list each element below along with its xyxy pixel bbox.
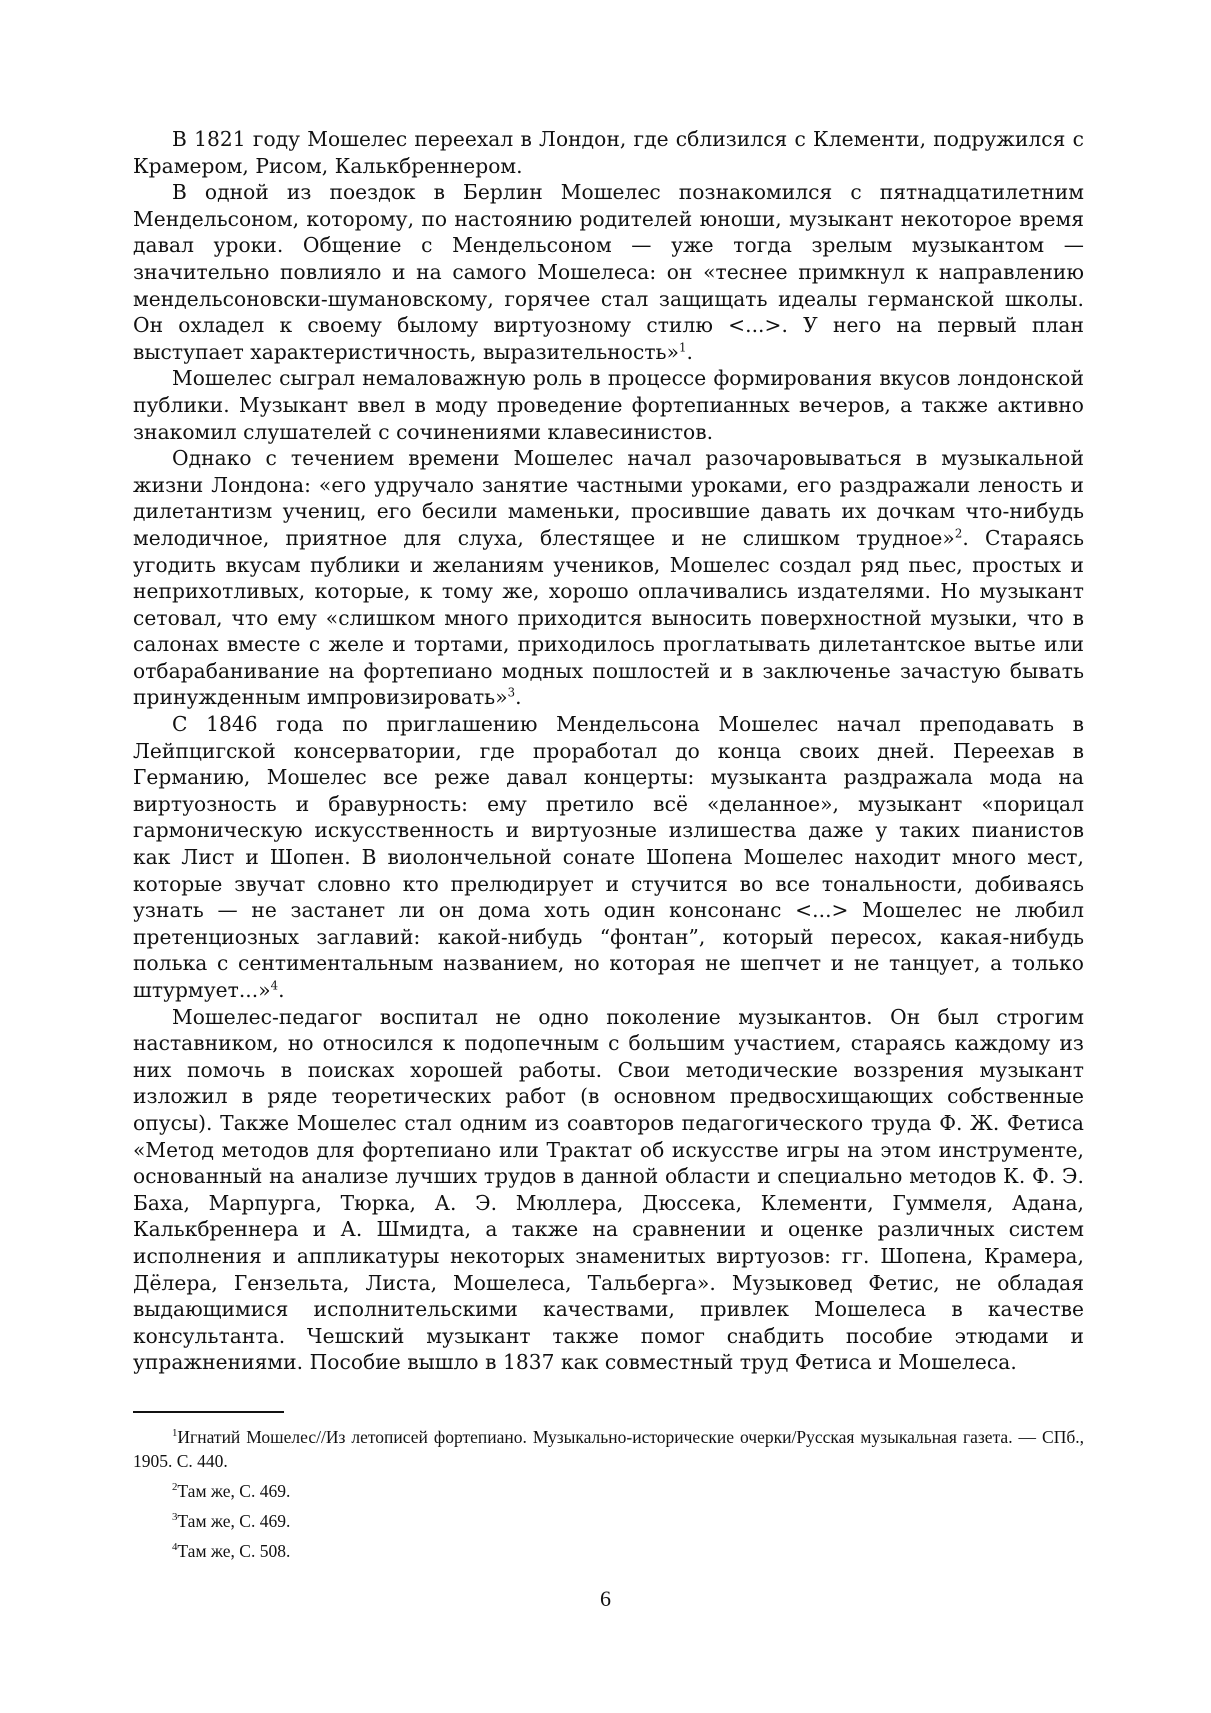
paragraph [133,1004,1084,1376]
footnote-mark: 3 [172,1511,178,1524]
page-number: 6 [600,1586,611,1611]
footnote-divider [133,1411,284,1413]
footnote-text: Там же, С. 469. [177,1481,291,1501]
footnote-text: Там же, С. 508. [177,1541,291,1561]
paragraph: С 1846 года по приглашению Мендельсона Мошелес начал преподавать в Лейпцигской консерватории, где проработал до конца своих дней. Переехав в Германию, Мошелес все реже давал концерты: музыканта раздражала мода на виртуозность и бравурность: ему претило всё «деланное», музыкант «порицал гармоническую искусственность и виртуозные излишества даже у таких пианистов как Лист и Шопен. В виолончельной сонате Шопена Мошелес находит много мест, которые звучат словно кто прелюдирует и стучится во все тональности, добиваясь узнать — не застанет ли он дома хоть один консонанс <...> Мошелес не любил претенциозных заглавий: какой-нибудь “фонтан”, который пересох, какая-нибудь полька с сентиментальным названием, но которая не шепчет и не танцует, а только штурмует...»$^4$. [133,712,1084,1002]
paragraph-text: С 1846 года по приглашению Мендельсона Мошелес начал преподавать в Лейпцигской консерватории, где проработал до конца своих дней. Переехав в Германию, Мошелес все реже давал концерты: музыканта раздражала мода на виртуозность и бравурность: ему претило всё «деланное», музыкант «порицал гармоническую искусственность и виртуозные излишества даже у таких пианистов как Лист и Шопен. В виолончельной сонате Шопена Мошелес находит много мест, которые звучат словно кто прелюдирует и стучится во все тональности, добиваясь узнать — не застанет ли он дома хоть один консонанс <...> Мошелес не любил претенциозных заглавий: какой-нибудь “фонтан”, который пересох, какая-нибудь полька с сентиментальным названием, но которая не шепчет и не танцует, а только штурмует...» [133,712,1084,1002]
paragraph-text: . Стараясь угодить вкусам публики и желаниям учеников, Мошелес создал ряд пьес, простых и неприхотливых, которые, к тому же, хорошо оплачивались издателями. Но музыкант сетовал, что ему «слишком много приходится выносить поверхностной музыки, что в салонах вместе с желе и тортами, приходилось проглатывать дилетантское вытье или отбарабанивание на фортепиано модных пошлостей и в заключенье зачастую бывать принужденным импровизировать» [133,525,1085,710]
footnote-text: Там же, С. 469. [177,1511,291,1531]
footnote [133,1425,1084,1473]
paragraph-text: Однако с течением времени Мошелес начал разочаровываться в музыкальной жизни Лондона: «его удручало занятие частными уроками, его раздражали леность и дилетантизм учениц, его бесили маменьки, просившие давать их дочкам что-нибудь мелодичное, приятное для слуха, блестящее и не слишком трудное» [133,446,1084,550]
paragraph-text: В 1821 году Мошелес переехал в Лондон, где сблизился с Клементи, подружился с Крамером, Рисом, Калькбреннером. [133,127,1084,178]
footnote-ref[interactable]: 1 [679,340,687,355]
main-text [133,126,1084,1376]
footnote-mark: 2 [172,1481,178,1494]
footnote [133,1479,1084,1503]
footnote-mark: 1 [172,1427,178,1440]
paragraph: В одной из поездок в Берлин Мошелес познакомился с пятнадцатилетним Мендельсоном, которому, по настоянию родителей юноши, музыкант некоторое время давал уроки. Общение с Мендельсоном — уже тогда зрелым музыкантом — значительно повлияло и на самого Мошелеса: он «теснее примкнул к направлению мендельсоновски-шумановскому, горячее стал защищать идеалы германской школы. Он охладел к своему былому виртуозному стилю <...>. У него на первый план выступает характеристичность, выразительность»$^1$. [133,180,1084,364]
paragraph-text: Мошелес-педагог воспитал не одно поколение музыкантов. Он был строгим наставником, но относился к подопечным с большим участием, стараясь каждому из них помочь в поисках хорошей работы. Свои методические воззрения музыкант изложил в ряде теоретических работ (в основном предвосхищающих собственные опусы). Также Мошелес стал одним из соавторов педагогического труда Ф. Ж. Фетиса «Метод методов для фортепиано или Трактат об искусстве игры на этом инструменте, основанный на анализе лучших трудов в данной области и специально методов К. Ф. Э. Баха, Марпурга, Тюрка, А. Э. Мюллера, Дюссека, Клементи, Гуммеля, Адана, Калькбреннера и А. Шмидта, а также на сравнении и оценке различных систем исполнения и аппликатуры некоторых знаменитых виртуозов: гг. Шопена, Крамера, Дёлера, Гензельта, Листа, Мошелеса, Тальберга». Музыковед Фетис, не обладая выдающимися исполнительскими качествами, привлек Мошелеса в качестве консультанта. Чешский музыкант также помог снабдить пособие этюдами и упражнениями. Пособие вышло в 1837 как совместный труд Фетиса и Мошелеса. [133,1004,1084,1375]
paragraph-text: Мошелес сыграл немаловажную роль в процессе формирования вкусов лондонской публики. Музыкант ввел в моду проведение фортепианных вечеров, а также активно знакомил слушателей с сочинениями клавесинистов. [133,366,1084,444]
footnotes [133,1425,1084,1569]
footnote-mark: 4 [172,1541,178,1554]
footnote-ref[interactable]: 2 [954,526,963,541]
paragraph-text: В одной из поездок в Берлин Мошелес познакомился с пятнадцатилетним Мендельсоном, которому, по настоянию родителей юноши, музыкант некоторое время давал уроки. Общение с Мендельсоном — уже тогда зрелым музыкантом — значительно повлияло и на самого Мошелеса: он «теснее примкнул к направлению мендельсоновски-шумановскому, горячее стал защищать идеалы германской школы. Он охладел к своему былому виртуозному стилю <...>. У него на первый план выступает характеристичность, выразительность» [133,180,1084,364]
footnote-ref[interactable]: 3 [507,685,516,700]
paragraph: Однако с течением времени Мошелес начал разочаровываться в музыкальной жизни Лондона: «его удручало занятие частными уроками, его раздражали леность и дилетантизм учениц, его бесили маменьки, просившие давать их дочкам что-нибудь мелодичное, приятное для слуха, блестящее и не слишком трудное»$^2$. Стараясь угодить вкусам публики и желаниям учеников, Мошелес создал ряд пьес, простых и неприхотливых, которые, к тому же, хорошо оплачивались издателями. Но музыкант сетовал, что ему «слишком много приходится выносить поверхностной музыки, что в салонах вместе с желе и тортами, приходилось проглатывать дилетантское вытье или отбарабанивание на фортепиано модных пошлостей и в заключенье зачастую бывать принужденным импровизировать»$^3$. [133,446,1085,710]
footnote [133,1539,1084,1563]
footnote [133,1509,1084,1533]
footnote-text: Игнатий Мошелес//Из летописей фортепиано. Музыкально-исторические очерки/Русская музыкальная газета. — СПб., 1905. С. 440. [133,1427,1084,1471]
footnote-ref[interactable]: 4 [270,978,279,993]
paragraph [133,365,1084,445]
paragraph [133,126,1084,179]
